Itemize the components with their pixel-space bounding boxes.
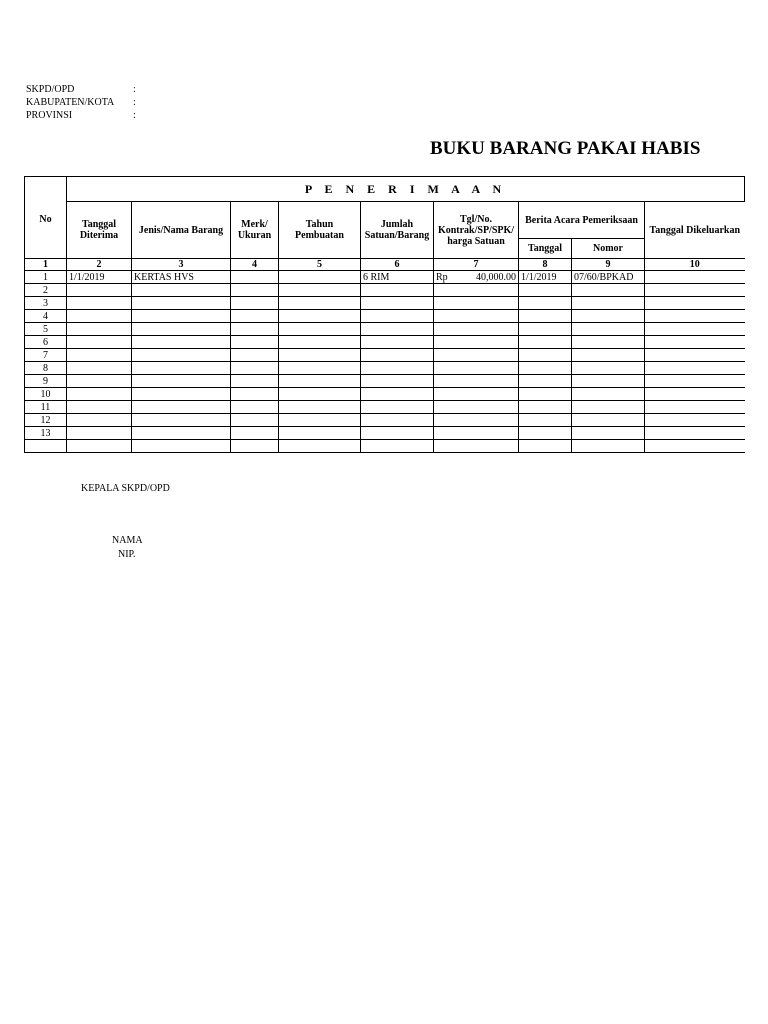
header-jumlah-satuan: Jumlah Satuan/Barang [361,202,434,259]
column-number: 3 [132,259,231,271]
cell-tahun-pembuatan [279,440,361,453]
cell-tanggal-diterima [67,349,132,362]
cell-ba-tanggal [519,284,572,297]
cell-no: 6 [25,336,67,349]
cell-ba-nomor [572,414,645,427]
cell-nama-barang [132,375,231,388]
header-ba-tanggal: Tanggal [519,239,572,259]
cell-tanggal-dikeluarkan [645,440,745,453]
page-title: BUKU BARANG PAKAI HABIS [430,138,701,159]
header-no: No [25,177,67,259]
table-row [25,323,745,336]
cell-ba-tanggal [519,336,572,349]
cell-ba-nomor [572,284,645,297]
cell-nama-barang [132,401,231,414]
cell-ba-nomor: 07/60/BPKAD [572,271,645,284]
cell-tanggal-dikeluarkan [645,401,745,414]
cell-tahun-pembuatan [279,375,361,388]
cell-nama-barang [132,336,231,349]
cell-no: 13 [25,427,67,440]
meta-label: SKPD/OPD [26,84,75,95]
meta-separator: : [133,84,136,95]
table-row [25,401,745,414]
cell-ba-nomor [572,427,645,440]
cell-jumlah-satuan [361,336,434,349]
cell-tanggal-diterima [67,336,132,349]
table-row [25,284,745,297]
table-row [25,440,745,453]
meta-label: KABUPATEN/KOTA [26,97,115,108]
column-number: 6 [361,259,434,271]
cell-jumlah-satuan [361,297,434,310]
cell-merk-ukuran [231,440,279,453]
table-row [25,388,745,401]
cell-tanggal-diterima: 1/1/2019 [67,271,132,284]
table-row [25,297,745,310]
header-ba-nomor: Nomor [572,239,645,259]
cell-harga-satuan [434,388,519,401]
cell-merk-ukuran [231,310,279,323]
cell-tanggal-diterima [67,297,132,310]
cell-merk-ukuran [231,349,279,362]
column-number: 1 [25,259,67,271]
cell-ba-tanggal [519,310,572,323]
cell-no: 9 [25,375,67,388]
cell-no: 5 [25,323,67,336]
cell-ba-tanggal: 1/1/2019 [519,271,572,284]
cell-nama-barang [132,427,231,440]
cell-ba-nomor [572,323,645,336]
cell-harga-satuan [434,336,519,349]
cell-tahun-pembuatan [279,427,361,440]
cell-tahun-pembuatan [279,336,361,349]
cell-no: 7 [25,349,67,362]
header-meta [26,83,136,122]
cell-jumlah-satuan [361,414,434,427]
cell-harga-satuan [434,440,519,453]
cell-nama-barang [132,297,231,310]
cell-harga-satuan [434,349,519,362]
cell-tahun-pembuatan [279,310,361,323]
cell-merk-ukuran [231,284,279,297]
cell-ba-nomor [572,388,645,401]
cell-harga-satuan [434,427,519,440]
cell-tanggal-diterima [67,362,132,375]
cell-no: 1 [25,271,67,284]
cell-harga-satuan [434,310,519,323]
cell-no: 12 [25,414,67,427]
cell-tanggal-dikeluarkan [645,349,745,362]
cell-harga-satuan [434,414,519,427]
cell-jumlah-satuan [361,375,434,388]
header-tanggal-diterima: Tanggal Diterima [67,202,132,259]
meta-row-provinsi [26,109,136,122]
cell-jumlah-satuan [361,349,434,362]
cell-harga-satuan [434,375,519,388]
cell-ba-tanggal [519,401,572,414]
cell-ba-tanggal [519,297,572,310]
cell-ba-tanggal [519,375,572,388]
table-row [25,414,745,427]
signature-nip: NIP. [118,549,136,560]
cell-tahun-pembuatan [279,414,361,427]
table-row [25,375,745,388]
cell-merk-ukuran [231,336,279,349]
table-row [25,427,745,440]
cell-tanggal-diterima [67,427,132,440]
cell-harga-satuan [434,362,519,375]
cell-ba-nomor [572,401,645,414]
cell-merk-ukuran [231,401,279,414]
cell-jumlah-satuan [361,401,434,414]
cell-jumlah-satuan [361,310,434,323]
cell-nama-barang: KERTAS HVS [132,271,231,284]
cell-nama-barang [132,310,231,323]
cell-tanggal-dikeluarkan [645,310,745,323]
cell-ba-tanggal [519,349,572,362]
cell-ba-nomor [572,297,645,310]
cell-harga-satuan [434,271,519,284]
cell-jumlah-satuan [361,388,434,401]
cell-tanggal-dikeluarkan [645,271,745,284]
header-merk-ukuran: Merk/ Ukuran [231,202,279,259]
cell-ba-nomor [572,375,645,388]
column-number: 5 [279,259,361,271]
header-kontrak-harga: Tgl/No. Kontrak/SP/SPK/ harga Satuan [434,202,519,259]
cell-ba-nomor [572,362,645,375]
table-row [25,271,745,284]
cell-no [25,440,67,453]
cell-tanggal-diterima [67,284,132,297]
currency-label: Rp [436,271,448,283]
header-berita-acara: Berita Acara Pemeriksaan [519,202,645,239]
table-row [25,362,745,375]
meta-row-skpd [26,83,136,96]
cell-ba-nomor [572,310,645,323]
header-tanggal-dikeluarkan: Tanggal Dikeluarkan [645,202,745,259]
cell-tanggal-diterima [67,310,132,323]
cell-tahun-pembuatan [279,349,361,362]
cell-ba-tanggal [519,323,572,336]
column-number: 10 [645,259,745,271]
column-number-row [25,259,745,271]
cell-nama-barang [132,349,231,362]
cell-merk-ukuran [231,414,279,427]
table-row [25,310,745,323]
cell-jumlah-satuan [361,427,434,440]
cell-tanggal-dikeluarkan [645,375,745,388]
cell-merk-ukuran [231,297,279,310]
cell-tahun-pembuatan [279,297,361,310]
cell-nama-barang [132,440,231,453]
cell-no: 8 [25,362,67,375]
cell-merk-ukuran [231,271,279,284]
cell-jumlah-satuan [361,362,434,375]
cell-harga-satuan [434,323,519,336]
cell-tanggal-diterima [67,388,132,401]
cell-ba-nomor [572,440,645,453]
cell-tahun-pembuatan [279,388,361,401]
cell-jumlah-satuan [361,284,434,297]
cell-tanggal-diterima [67,440,132,453]
cell-tanggal-dikeluarkan [645,323,745,336]
cell-nama-barang [132,362,231,375]
cell-harga-satuan [434,297,519,310]
meta-label: PROVINSI [26,110,73,121]
header-penerimaan: P E N E R I M A A N [67,177,745,202]
ledger-table [24,176,745,453]
cell-ba-nomor [572,349,645,362]
cell-no: 10 [25,388,67,401]
cell-ba-nomor [572,336,645,349]
cell-tanggal-diterima [67,414,132,427]
column-number: 4 [231,259,279,271]
cell-ba-tanggal [519,440,572,453]
cell-tanggal-dikeluarkan [645,297,745,310]
cell-jumlah-satuan [361,440,434,453]
cell-no: 4 [25,310,67,323]
meta-row-kabupaten [26,96,136,109]
meta-separator: : [133,110,136,121]
cell-tanggal-dikeluarkan [645,362,745,375]
meta-separator: : [133,97,136,108]
column-number: 2 [67,259,132,271]
cell-tanggal-diterima [67,375,132,388]
cell-jumlah-satuan: 6 RIM [361,271,434,284]
cell-nama-barang [132,414,231,427]
cell-merk-ukuran [231,362,279,375]
cell-tahun-pembuatan [279,284,361,297]
cell-merk-ukuran [231,323,279,336]
cell-nama-barang [132,284,231,297]
cell-nama-barang [132,323,231,336]
cell-tahun-pembuatan [279,323,361,336]
cell-ba-tanggal [519,414,572,427]
cell-ba-tanggal [519,388,572,401]
table-row [25,336,745,349]
cell-nama-barang [132,388,231,401]
cell-no: 11 [25,401,67,414]
cell-merk-ukuran [231,375,279,388]
signature-name: NAMA [112,535,143,546]
cell-tahun-pembuatan [279,271,361,284]
column-number: 7 [434,259,519,271]
cell-no: 3 [25,297,67,310]
cell-tanggal-dikeluarkan [645,284,745,297]
price-value: 40,000.00 [476,271,516,283]
cell-merk-ukuran [231,427,279,440]
cell-tahun-pembuatan [279,401,361,414]
cell-tanggal-dikeluarkan [645,414,745,427]
cell-tanggal-diterima [67,323,132,336]
header-jenis-nama-barang: Jenis/Nama Barang [132,202,231,259]
column-number: 8 [519,259,572,271]
cell-tanggal-dikeluarkan [645,427,745,440]
cell-tanggal-diterima [67,401,132,414]
signature-position: KEPALA SKPD/OPD [81,483,170,494]
table-row [25,349,745,362]
cell-ba-tanggal [519,362,572,375]
cell-harga-satuan [434,401,519,414]
cell-tanggal-dikeluarkan [645,336,745,349]
cell-no: 2 [25,284,67,297]
cell-harga-satuan [434,284,519,297]
cell-tanggal-dikeluarkan [645,388,745,401]
cell-jumlah-satuan [361,323,434,336]
header-tahun-pembuatan: Tahun Pembuatan [279,202,361,259]
column-number: 9 [572,259,645,271]
cell-ba-tanggal [519,427,572,440]
cell-tahun-pembuatan [279,362,361,375]
cell-merk-ukuran [231,388,279,401]
